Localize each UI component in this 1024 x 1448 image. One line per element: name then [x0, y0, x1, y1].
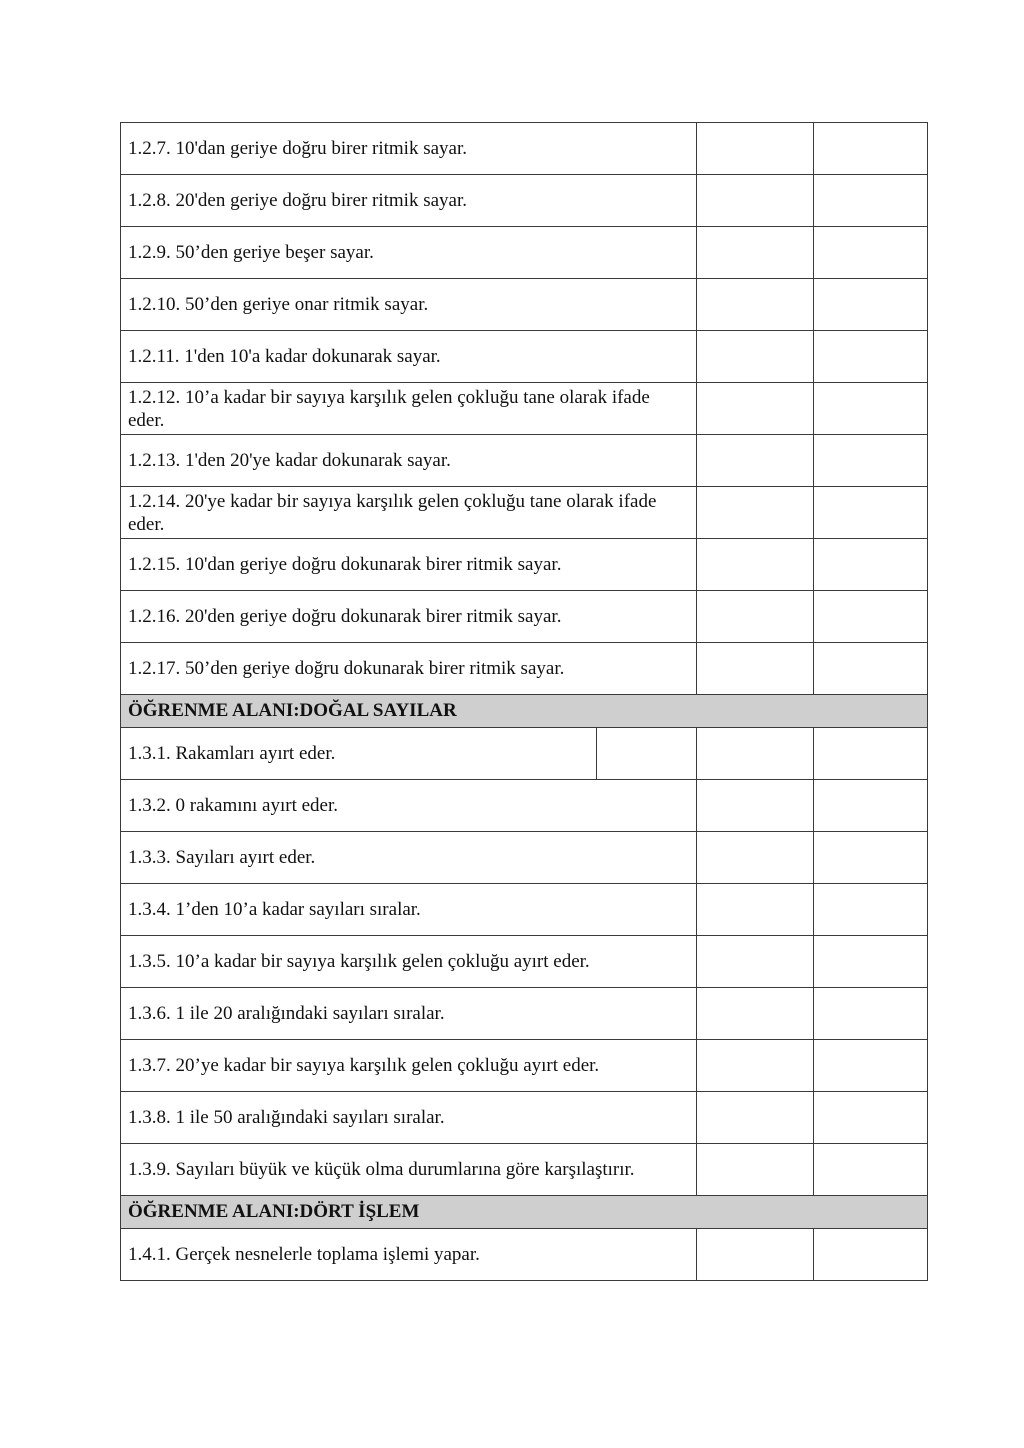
table-row — [121, 643, 928, 695]
assessment-cell[interactable] — [814, 1092, 928, 1144]
assessment-cell[interactable] — [697, 591, 814, 643]
assessment-cell[interactable] — [697, 1092, 814, 1144]
objective-text: 1.2.16. 20'den geriye doğru dokunarak birer ritmik sayar. — [121, 591, 697, 643]
assessment-cell[interactable] — [697, 123, 814, 175]
assessment-cell[interactable] — [814, 1229, 928, 1281]
assessment-cell[interactable] — [697, 175, 814, 227]
table-row — [121, 1229, 928, 1281]
objective-text: 1.3.3. Sayıları ayırt eder. — [121, 832, 697, 884]
assessment-cell[interactable] — [814, 539, 928, 591]
section-header-row — [121, 695, 928, 728]
assessment-cell[interactable] — [814, 123, 928, 175]
assessment-cell[interactable] — [697, 1040, 814, 1092]
assessment-cell[interactable] — [814, 643, 928, 695]
table-row — [121, 988, 928, 1040]
table-row — [121, 539, 928, 591]
table-row — [121, 123, 928, 175]
objective-text: 1.2.9. 50’den geriye beşer sayar. — [121, 227, 697, 279]
table-row — [121, 832, 928, 884]
table-row — [121, 884, 928, 936]
assessment-cell[interactable] — [697, 988, 814, 1040]
objective-text: 1.3.5. 10’a kadar bir sayıya karşılık gelen çokluğu ayırt eder. — [121, 936, 697, 988]
table-row — [121, 780, 928, 832]
objective-text: 1.2.8. 20'den geriye doğru birer ritmik sayar. — [121, 175, 697, 227]
table-row — [121, 591, 928, 643]
objective-text: 1.3.1. Rakamları ayırt eder. — [121, 728, 597, 780]
objective-text: 1.3.6. 1 ile 20 aralığındaki sayıları sıralar. — [121, 988, 697, 1040]
objective-text: 1.2.12. 10’a kadar bir sayıya karşılık gelen çokluğu tane olarak ifade eder. — [121, 383, 697, 435]
table-row — [121, 175, 928, 227]
objective-text: 1.3.8. 1 ile 50 aralığındaki sayıları sıralar. — [121, 1092, 697, 1144]
table-row — [121, 936, 928, 988]
section-header-row — [121, 1196, 928, 1229]
assessment-cell[interactable] — [814, 331, 928, 383]
assessment-cell[interactable] — [814, 936, 928, 988]
assessment-cell[interactable] — [697, 1144, 814, 1196]
objective-text: 1.2.7. 10'dan geriye doğru birer ritmik sayar. — [121, 123, 697, 175]
assessment-cell[interactable] — [697, 1229, 814, 1281]
objective-text: 1.2.10. 50’den geriye onar ritmik sayar. — [121, 279, 697, 331]
assessment-cell[interactable] — [814, 1040, 928, 1092]
assessment-cell[interactable] — [697, 227, 814, 279]
assessment-cell[interactable] — [697, 435, 814, 487]
assessment-cell[interactable] — [814, 175, 928, 227]
table-row — [121, 1144, 928, 1196]
assessment-cell[interactable] — [814, 227, 928, 279]
assessment-cell[interactable] — [597, 728, 697, 780]
table-row — [121, 435, 928, 487]
table-row — [121, 487, 928, 539]
objective-text: 1.3.2. 0 rakamını ayırt eder. — [121, 780, 697, 832]
table-row — [121, 383, 928, 435]
section-title: ÖĞRENME ALANI:DÖRT İŞLEM — [121, 1196, 928, 1229]
assessment-cell[interactable] — [814, 832, 928, 884]
table-row — [121, 227, 928, 279]
assessment-cell[interactable] — [697, 331, 814, 383]
objective-text: 1.2.13. 1'den 20'ye kadar dokunarak sayar. — [121, 435, 697, 487]
assessment-cell[interactable] — [697, 884, 814, 936]
table-row — [121, 1040, 928, 1092]
objective-text: 1.3.4. 1’den 10’a kadar sayıları sıralar. — [121, 884, 697, 936]
assessment-cell[interactable] — [697, 780, 814, 832]
assessment-cell[interactable] — [697, 539, 814, 591]
objective-text: 1.3.9. Sayıları büyük ve küçük olma durumlarına göre karşılaştırır. — [121, 1144, 697, 1196]
objective-text: 1.2.14. 20'ye kadar bir sayıya karşılık gelen çokluğu tane olarak ifade eder. — [121, 487, 697, 539]
assessment-cell[interactable] — [697, 487, 814, 539]
assessment-cell[interactable] — [697, 832, 814, 884]
assessment-cell[interactable] — [697, 279, 814, 331]
assessment-cell[interactable] — [814, 383, 928, 435]
objective-text: 1.2.15. 10'dan geriye doğru dokunarak birer ritmik sayar. — [121, 539, 697, 591]
table-row — [121, 1092, 928, 1144]
assessment-cell[interactable] — [697, 383, 814, 435]
assessment-cell[interactable] — [814, 728, 928, 780]
assessment-cell[interactable] — [814, 988, 928, 1040]
assessment-cell[interactable] — [814, 279, 928, 331]
table-row — [121, 279, 928, 331]
objective-text: 1.2.11. 1'den 10'a kadar dokunarak sayar. — [121, 331, 697, 383]
assessment-cell[interactable] — [814, 884, 928, 936]
assessment-cell[interactable] — [697, 936, 814, 988]
assessment-cell[interactable] — [814, 1144, 928, 1196]
table-row — [121, 728, 928, 780]
assessment-cell[interactable] — [814, 487, 928, 539]
assessment-cell[interactable] — [814, 435, 928, 487]
assessment-cell[interactable] — [814, 591, 928, 643]
table-row — [121, 331, 928, 383]
assessment-cell[interactable] — [814, 780, 928, 832]
assessment-cell[interactable] — [697, 643, 814, 695]
objective-text: 1.3.7. 20’ye kadar bir sayıya karşılık gelen çokluğu ayırt eder. — [121, 1040, 697, 1092]
objective-text: 1.2.17. 50’den geriye doğru dokunarak birer ritmik sayar. — [121, 643, 697, 695]
assessment-table — [120, 122, 928, 1281]
objective-text: 1.4.1. Gerçek nesnelerle toplama işlemi yapar. — [121, 1229, 697, 1281]
assessment-cell[interactable] — [697, 728, 814, 780]
section-title: ÖĞRENME ALANI:DOĞAL SAYILAR — [121, 695, 928, 728]
document-page — [120, 122, 927, 1281]
